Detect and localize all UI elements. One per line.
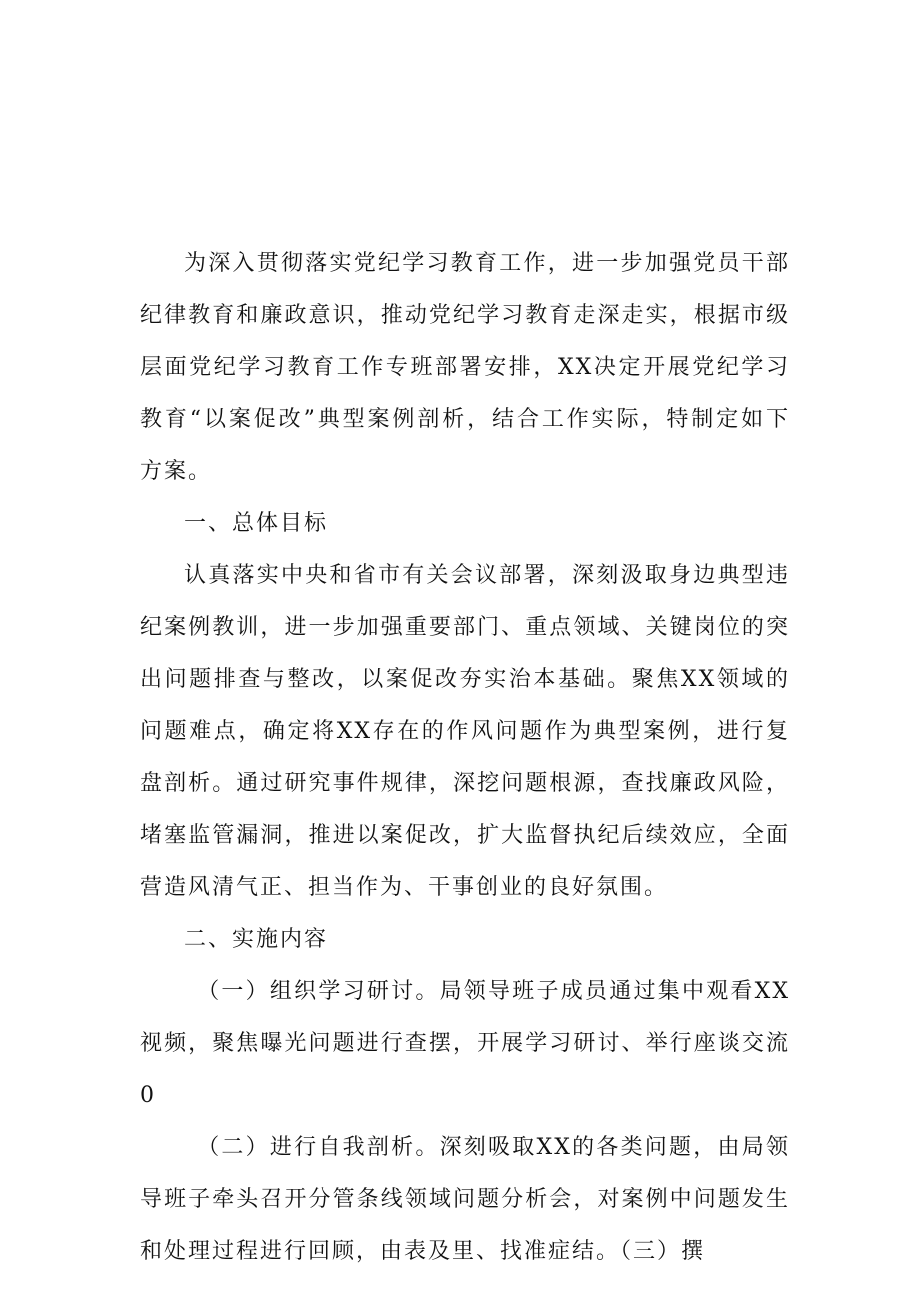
goal-paragraph: 认真落实中央和省市有关会议部署，深刻汲取身边典型违纪案例教训，进一步加强重要部门、重点领域、关键岗位的突出问题排查与整改，以案促改夯实治本基础。聚焦XX领域的问题难点，确定将XX存在的作风问题作为典型案例，进行复盘剖析。通过研究事件规律，深挖问题根源，查找廉政风险，堵塞监管漏洞，推进以案促改，扩大监督执纪后续效应，全面营造风清气正、担当作为、干事创业的良好氛围。 bbox=[140, 563, 790, 900]
section-heading-overall-goal: 一、总体目标 bbox=[184, 511, 329, 536]
document-body bbox=[140, 238, 790, 1278]
item-self-analysis: （二）进行自我剖析。深刻吸取XX的各类问题，由局领导班子牵头召开分管条线领域问题分析会，对案例中问题发生和处理过程进行回顾，由表及里、找准症结。（三）撰 bbox=[140, 1135, 790, 1264]
section-heading-implementation: 二、实施内容 bbox=[184, 927, 329, 952]
intro-paragraph: 为深入贯彻落实党纪学习教育工作，进一步加强党员干部纪律教育和廉政意识，推动党纪学习教育走深走实，根据市级层面党纪学习教育工作专班部署安排，XX决定开展党纪学习教育“以案促改”典型案例剖析，结合工作实际，特制定如下方案。 bbox=[140, 251, 790, 484]
item-study-discussion: （一）组织学习研讨。局领导班子成员通过集中观看XX视频，聚焦曝光问题进行查摆，开展学习研讨、举行座谈交流0 bbox=[140, 979, 790, 1108]
